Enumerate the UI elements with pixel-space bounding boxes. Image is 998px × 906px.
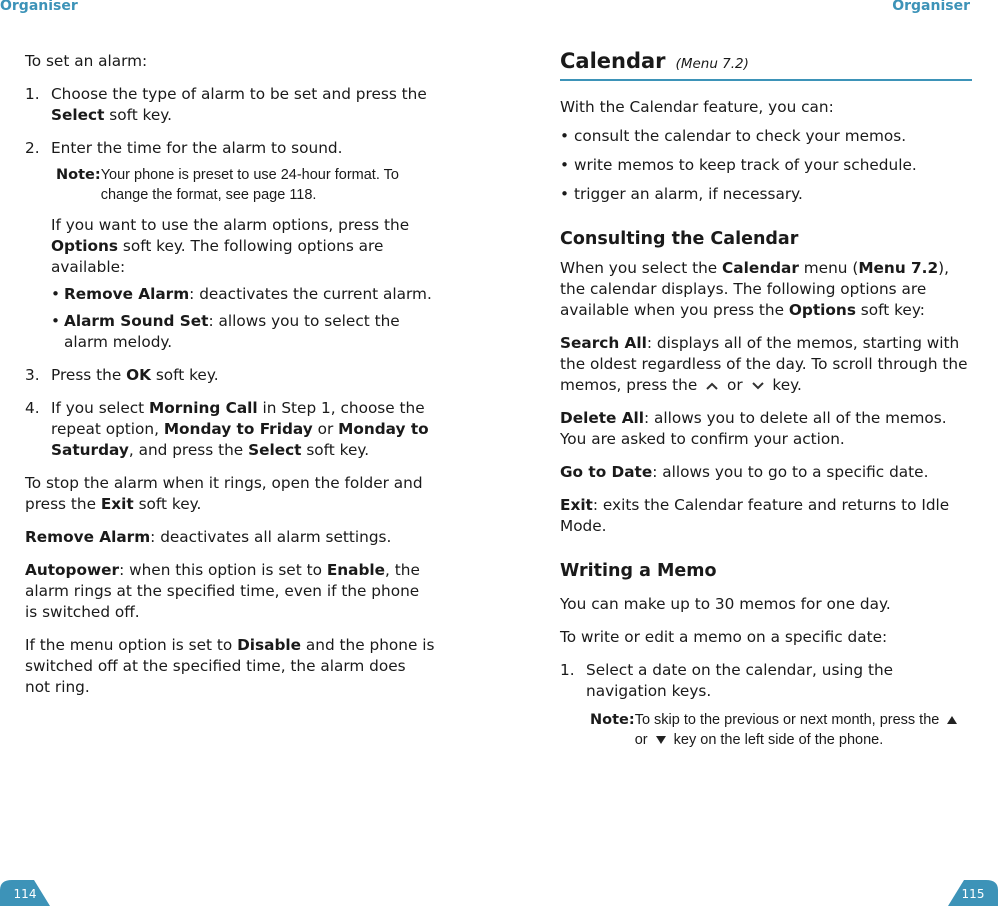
go-to-date-paragraph: Go to Date: allows you to go to a specific date. — [560, 463, 929, 481]
page-number-left: 114 — [0, 880, 50, 906]
delete-all-paragraph: Delete All: allows you to delete all of the memos. You are asked to confirm your action. — [560, 409, 947, 448]
option-remove-alarm: • Remove Alarm: deactivates the current alarm. — [51, 285, 432, 303]
chevron-up-icon — [705, 381, 719, 391]
page-header-left: Organiser — [0, 0, 78, 14]
option-alarm-sound-set: • Alarm Sound Set: allows you to select the alarm melody. — [51, 312, 400, 351]
calendar-feature-3: • trigger an alarm, if necessary. — [560, 185, 803, 203]
writing-memo-heading: Writing a Memo — [560, 561, 717, 581]
alarm-step-2: 2. Enter the time for the alarm to sound. — [25, 139, 343, 157]
consulting-heading: Consulting the Calendar — [560, 229, 799, 249]
triangle-down-icon — [655, 735, 667, 745]
chevron-down-icon — [751, 381, 765, 391]
exit-paragraph: Exit: exits the Calendar feature and returns to Idle Mode. — [560, 496, 950, 535]
autopower-paragraph: Autopower: when this option is set to Enable, the alarm rings at the specified time, even if the phone is switched off. — [25, 561, 420, 621]
memo-edit-paragraph: To write or edit a memo on a specific date: — [560, 628, 888, 646]
page-number-right: 115 — [948, 880, 998, 906]
left-column — [25, 51, 435, 698]
page-header-right: Organiser — [892, 0, 970, 14]
note-24-hour: Note: Your phone is preset to use 24-hour format. To change the format, see page 118. — [56, 167, 399, 203]
memo-limit-paragraph: You can make up to 30 memos for one day. — [560, 595, 891, 613]
menu-reference: (Menu 7.2) — [675, 56, 749, 72]
consulting-paragraph: When you select the Calendar menu (Menu 7.2), the calendar displays. The following options are available when you press the Options soft key: — [560, 259, 949, 319]
calendar-title: Calendar — [560, 49, 666, 73]
alarm-step-3: 3. Press the OK soft key. — [25, 366, 219, 384]
options-paragraph: If you want to use the alarm options, press the Options soft key. The following options are available: — [51, 216, 410, 276]
alarm-step-1: 1. Choose the type of alarm to be set and press the Select soft key. — [25, 85, 427, 124]
calendar-feature-2: • write memos to keep track of your schedule. — [560, 156, 917, 174]
search-all-paragraph: Search All: displays all of the memos, starting with the oldest regardless of the day. To scroll through the memos, press the or key. — [560, 334, 968, 394]
note-skip-month: Note: To skip to the previous or next month, press the or key on the left side of the phone. — [560, 710, 972, 750]
memo-step-1: 1. Select a date on the calendar, using the navigation keys. — [560, 661, 894, 700]
calendar-intro: With the Calendar feature, you can: — [560, 98, 834, 116]
alarm-intro: To set an alarm: — [25, 52, 148, 70]
disable-paragraph: If the menu option is set to Disable and the phone is switched off at the specified time, the alarm does not ring. — [25, 636, 435, 696]
alarm-step-4: 4. If you select Morning Call in Step 1, choose the repeat option, Monday to Friday or Monday to Saturday, and press the Select soft key. — [25, 399, 429, 459]
calendar-feature-1: • consult the calendar to check your memos. — [560, 127, 907, 145]
right-column — [560, 51, 972, 750]
stop-alarm-paragraph: To stop the alarm when it rings, open the folder and press the Exit soft key. — [25, 474, 423, 513]
section-title — [560, 51, 972, 75]
triangle-up-icon — [946, 715, 958, 725]
title-rule — [560, 79, 972, 81]
remove-alarm-paragraph: Remove Alarm: deactivates all alarm settings. — [25, 528, 392, 546]
